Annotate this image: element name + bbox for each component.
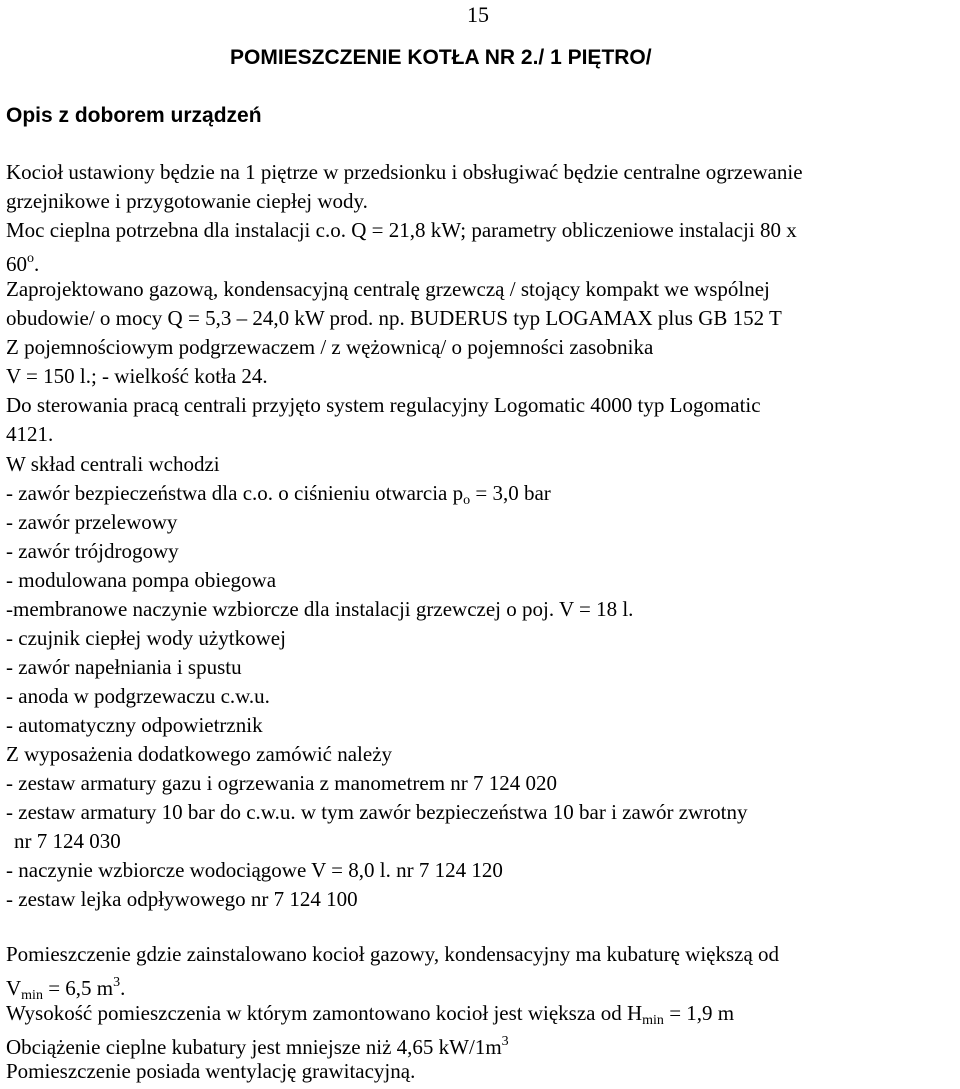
paragraph-line: $V_{min} = 6,5$ $m^3$.	[6, 975, 126, 1003]
section-heading: Opis z doborem urządzeń	[6, 104, 262, 127]
paragraph-line: grzejnikowe i przygotowanie ciepłej wody.	[6, 189, 368, 213]
list-item: - modulowana pompa obiegowa	[6, 568, 277, 592]
list-item: - anoda w podgrzewaczu c.w.u.	[6, 684, 270, 708]
list-item: - czujnik ciepłej wody użytkowej	[6, 626, 286, 650]
list-item: - zawór trójdrogowy	[6, 539, 179, 563]
list-item: - naczynie wzbiorcze wodociągowe V = 8,0 l. nr 7 124 120	[6, 858, 503, 882]
list-item-continuation: nr 7 124 030	[14, 829, 121, 853]
paragraph-line: W skład centrali wchodzi	[6, 452, 220, 476]
paragraph-line: Z wyposażenia dodatkowego zamówić należy	[6, 742, 393, 766]
paragraph-line: Kocioł ustawiony będzie na 1 piętrze w przedsionku i obsługiwać będzie centralne ogrzewanie	[6, 160, 803, 184]
list-item: - zawór bezpieczeństwa dla c.o. o ciśnieniu otwarcia $p_o = 3,0$ bar	[6, 481, 551, 508]
list-item: - zawór przelewowy	[6, 510, 178, 534]
list-item: -membranowe naczynie wzbiorcze dla instalacji grzewczej o poj. V = 18 l.	[6, 597, 634, 621]
paragraph-line: 4121.	[6, 422, 54, 446]
list-item: - zestaw armatury gazu i ogrzewania z manometrem nr 7 124 020	[6, 771, 558, 795]
paragraph-line: Do sterowania pracą centrali przyjęto system regulacyjny Logomatic 4000 typ Logomatic	[6, 393, 761, 417]
list-item: - automatyczny odpowietrznik	[6, 713, 263, 737]
paragraph-line: Moc cieplna potrzebna dla instalacji c.o. Q = 21,8 kW; parametry obliczeniowe instalacji 80 x	[6, 218, 797, 242]
paragraph-line: Obciążenie cieplne kubatury jest mniejsze niż 4,65 $kW/1m^3$	[6, 1034, 509, 1059]
paragraph-line: Zaprojektowano gazową, kondensacyjną centralę grzewczą / stojący kompakt we wspólnej	[6, 277, 770, 301]
list-item: - zestaw lejka odpływowego nr 7 124 100	[6, 887, 358, 911]
page-number: 15	[467, 2, 489, 27]
paragraph-line: Wysokość pomieszczenia w którym zamontowano kocioł jest większa od $H_{min} = 1,9$ m	[6, 1001, 735, 1028]
paragraph-line: Z pojemnościowym podgrzewaczem / z wężownicą/ o pojemności zasobnika	[6, 335, 654, 359]
list-item: - zestaw armatury 10 bar do c.w.u. w tym zawór bezpieczeństwa 10 bar i zawór zwrotny	[6, 800, 748, 824]
list-item: - zawór napełniania i spustu	[6, 655, 242, 679]
paragraph-line: obudowie/ o mocy Q = 5,3 – 24,0 kW prod. np. BUDERUS typ LOGAMAX plus GB 152 T	[6, 306, 782, 330]
document-title: POMIESZCZENIE KOTŁA NR 2./ 1 PIĘTRO/	[230, 46, 652, 69]
paragraph-line: Pomieszczenie gdzie zainstalowano kocioł gazowy, kondensacyjny ma kubaturę większą od	[6, 942, 780, 966]
paragraph-line: V = 150 l.; - wielkość kotła 24.	[6, 364, 268, 388]
paragraph-line: 60$^o$.	[6, 251, 40, 276]
paragraph-line: Pomieszczenie posiada wentylację grawitacyjną.	[6, 1059, 416, 1083]
